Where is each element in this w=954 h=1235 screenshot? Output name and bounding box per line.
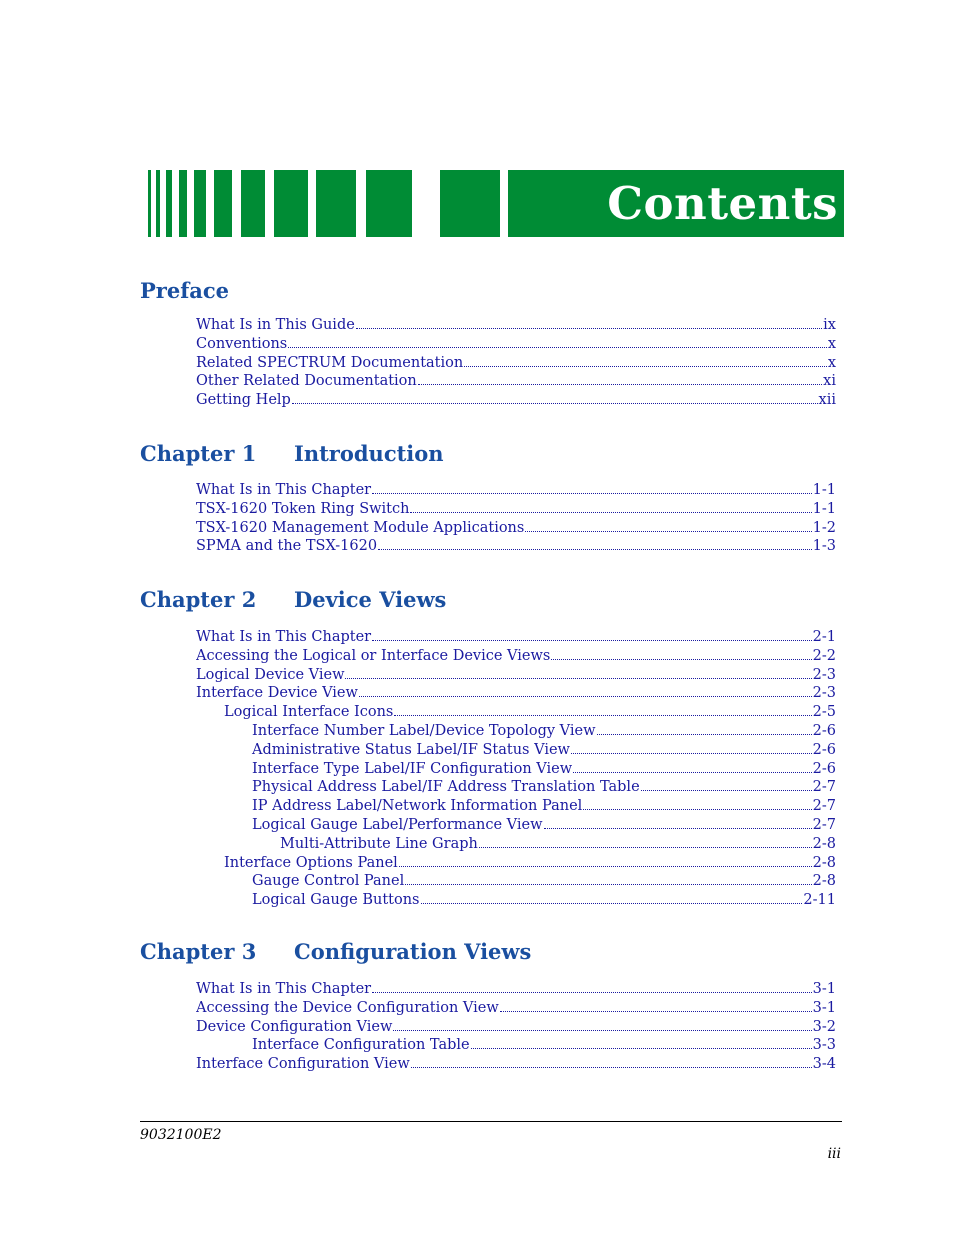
dot-leader [471,1037,812,1049]
toc-entry[interactable] [196,482,836,501]
toc-entry-title: Interface Configuration View [196,1056,410,1073]
section-number: Chapter 1 [140,441,257,466]
dot-leader [641,779,812,791]
toc-entry-title: Interface Device View [196,685,358,702]
dot-leader [399,855,812,867]
section-title: Configuration Views [294,939,532,964]
dot-leader [372,482,812,494]
section-number: Chapter 3 [140,939,257,964]
banner-stripe [166,170,172,237]
toc-entry[interactable] [196,1037,836,1056]
toc-entry[interactable] [196,981,836,1000]
dot-leader [359,685,812,697]
dot-leader [421,892,803,904]
toc-entry-title: Other Related Documentation [196,373,417,390]
banner-stripe [366,170,412,237]
section-heading [140,278,294,303]
dot-leader [525,520,811,532]
banner-stripe [156,170,160,237]
toc-entry-page: 2-8 [812,835,836,852]
toc-entry-title: Conventions [196,335,288,352]
toc-list [196,981,836,1075]
toc-entry-title: Logical Gauge Label/Performance View [252,816,543,833]
banner-stripe [241,170,265,237]
toc-entry-page: 2-7 [812,798,836,815]
dot-leader [418,373,822,385]
dot-leader [583,798,811,810]
toc-entry[interactable] [196,317,836,336]
toc-entry[interactable] [196,520,836,539]
toc-entry[interactable] [196,817,836,836]
toc-entry-title: Accessing the Logical or Interface Device Views [196,647,551,664]
dot-leader [544,817,812,829]
toc-entry[interactable] [196,761,836,780]
toc-entry-title: What Is in This Guide [196,317,355,333]
section-heading [140,441,444,466]
dot-leader [411,1056,812,1068]
toc-entry[interactable] [196,798,836,817]
toc-entry-page: 2-3 [812,685,836,702]
banner-stripe [316,170,356,237]
toc-entry[interactable] [196,355,836,374]
toc-entry[interactable] [196,392,836,411]
toc-entry-title: Logical Gauge Buttons [252,892,420,909]
toc-entry[interactable] [196,704,836,723]
dot-leader [551,648,811,660]
banner-stripe [179,170,187,237]
toc-entry[interactable] [196,836,836,855]
document-number: 9032100E2 [140,1127,222,1143]
toc-entry-page: 3-4 [812,1056,836,1073]
page-number: iii [827,1146,841,1162]
section-number: Preface [140,278,230,303]
toc-entry-page: 1-3 [812,538,836,555]
dot-leader [394,704,811,716]
toc-entry-title: Physical Address Label/IF Address Translation Table [252,779,640,796]
toc-entry-page: x [827,335,836,352]
toc-entry-title: Device Configuration View [196,1018,393,1035]
banner-stripe [440,170,500,237]
dot-leader [573,761,812,773]
section-heading [140,939,531,964]
banner-stripe [214,170,232,237]
toc-entry-title: TSX-1620 Token Ring Switch [196,500,410,517]
contents-banner [148,170,844,237]
toc-entry-page: 2-7 [812,816,836,833]
toc-entry-title: Interface Options Panel [224,854,398,871]
toc-entry-page: xii [818,392,836,409]
dot-leader [571,742,812,754]
toc-entry[interactable] [196,742,836,761]
toc-entry-page: 3-3 [812,1037,836,1054]
toc-entry-title: Accessing the Device Configuration View [196,999,499,1016]
dot-leader [378,538,812,550]
toc-entry-page: 2-8 [812,873,836,890]
toc-entry-title: Gauge Control Panel [252,873,405,890]
toc-entry-title: What Is in This Chapter [196,482,372,498]
toc-entry[interactable] [196,892,836,911]
dot-leader [345,667,811,679]
toc-entry-page: 2-8 [812,854,836,871]
dot-leader [292,392,818,404]
toc-entry-title: What Is in This Chapter [196,981,372,997]
toc-entry[interactable] [196,538,836,557]
toc-entry-title: What Is in This Chapter [196,629,372,645]
toc-entry-page: 1-1 [812,482,836,498]
toc-entry[interactable] [196,1019,836,1038]
toc-entry-title: Logical Device View [196,666,345,683]
toc-entry-page: 2-11 [803,892,836,909]
toc-entry-title: Interface Number Label/Device Topology View [252,722,596,739]
section-title: Introduction [294,441,444,466]
toc-entry-title: Getting Help [196,392,291,409]
toc-entry-page: ix [823,317,836,333]
dot-leader [464,355,827,367]
toc-entry-page: 2-7 [812,779,836,796]
toc-entry-page: 2-6 [812,741,836,758]
toc-entry-page: 1-2 [812,519,836,536]
toc-entry-title: Interface Configuration Table [252,1037,470,1054]
toc-entry-page: 2-2 [812,647,836,664]
toc-entry-title: Administrative Status Label/IF Status View [252,741,570,758]
toc-entry[interactable] [196,629,836,648]
toc-entry-title: SPMA and the TSX-1620 [196,538,378,555]
dot-leader [288,336,827,348]
dot-leader [356,317,822,329]
page-title: Contents [508,170,844,237]
dot-leader [479,836,812,848]
toc-entry[interactable] [196,648,836,667]
toc-entry-page: 2-5 [812,704,836,721]
dot-leader [372,629,812,641]
toc-entry[interactable] [196,501,836,520]
banner-stripe [194,170,206,237]
dot-leader [500,1000,812,1012]
dot-leader [405,873,811,885]
toc-entry-title: IP Address Label/Network Information Panel [252,798,583,815]
section-number: Chapter 2 [140,587,257,612]
toc-entry-title: Interface Type Label/IF Configuration View [252,760,573,777]
toc-entry-page: xi [823,373,836,390]
toc-entry-page: 2-3 [812,666,836,683]
toc-entry[interactable] [196,685,836,704]
toc-entry[interactable] [196,667,836,686]
toc-entry[interactable] [196,855,836,874]
toc-entry-page: 2-6 [812,760,836,777]
toc-entry-page: x [827,354,836,371]
banner-stripe [274,170,308,237]
section-heading [140,587,446,612]
banner-stripe [148,170,151,237]
dot-leader [410,501,811,513]
toc-entry[interactable] [196,873,836,892]
toc-entry-title: TSX-1620 Management Module Applications [196,519,525,536]
toc-entry[interactable] [196,779,836,798]
toc-entry-page: 1-1 [812,500,836,517]
toc-entry-page: 2-6 [812,722,836,739]
toc-list [196,482,836,557]
toc-entry-title: Related SPECTRUM Documentation [196,354,464,371]
toc-entry-title: Logical Interface Icons [224,704,394,721]
toc-entry[interactable] [196,336,836,355]
toc-entry[interactable] [196,373,836,392]
toc-entry-page: 3-2 [812,1018,836,1035]
dot-leader [372,981,812,993]
toc-entry-page: 3-1 [812,999,836,1016]
toc-entry-page: 3-1 [812,981,836,997]
toc-list [196,317,836,411]
toc-entry[interactable] [196,1056,836,1075]
toc-list [196,629,836,911]
section-title: Device Views [294,587,447,612]
toc-entry[interactable] [196,1000,836,1019]
toc-entry[interactable] [196,723,836,742]
dot-leader [393,1019,811,1031]
dot-leader [597,723,812,735]
toc-entry-page: 2-1 [812,629,836,645]
footer-divider [140,1121,842,1122]
toc-entry-title: Multi-Attribute Line Graph [280,835,478,852]
